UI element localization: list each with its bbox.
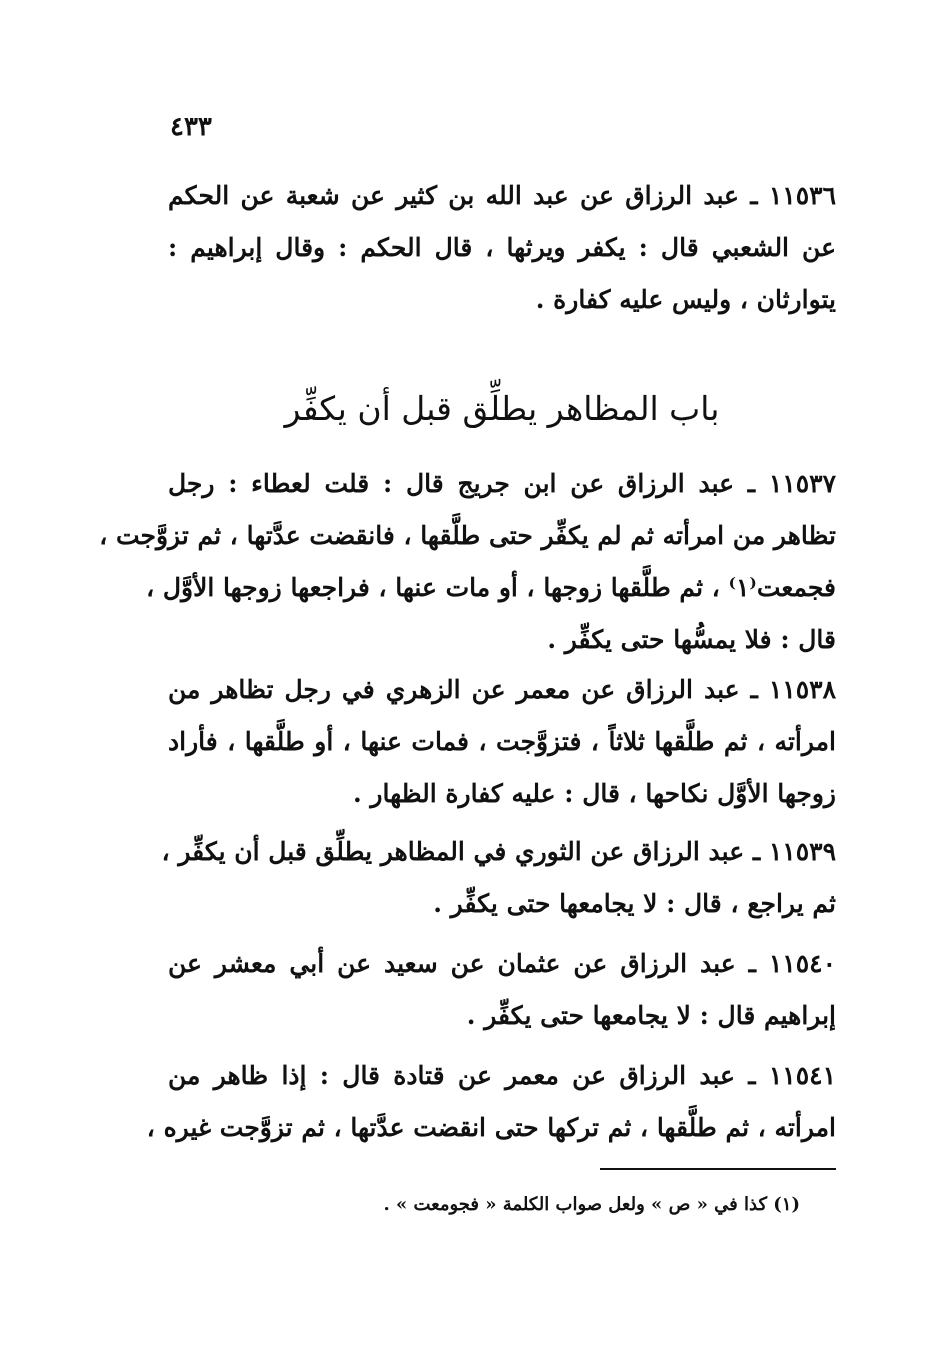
- text-line: ١١٥٣٩ ـ عبد الرزاق عن الثوري في المظاهر يطلِّق قبل أن يكفِّر ،: [161, 837, 836, 866]
- page-number: ٤٣٣: [170, 112, 212, 142]
- text-line: امرأته ، ثم طلَّقها ثلاثاً ، فتزوَّجت ، فمات عنها ، أو طلَّقها ، فأراد: [168, 727, 836, 756]
- entry-11540: [168, 938, 836, 1042]
- text-line: ثم يراجع ، قال : لا يجامعها حتى يكفِّر .: [433, 889, 836, 918]
- entry-11536: [168, 170, 836, 326]
- text-line: ١١٥٤١ ـ عبد الرزاق عن معمر عن قتادة قال : إذا ظاهر من: [168, 1061, 836, 1090]
- footnote: (١) كذا في « ص » ولعل صواب الكلمة « فجومعت » .: [383, 1194, 800, 1215]
- entry-11538: [168, 664, 836, 820]
- text-line: ١١٥٣٨ ـ عبد الرزاق عن معمر عن الزهري في رجل تظاهر من: [168, 675, 836, 704]
- text-line: فجمعت⁽١⁾ ، ثم طلَّقها زوجها ، أو مات عنها ، فراجعها زوجها الأوَّل ،: [146, 573, 836, 602]
- text-line: امرأته ، ثم طلَّقها ، ثم تركها حتى انقضت عدَّتها ، ثم تزوَّجت غيره ،: [146, 1113, 836, 1142]
- text-line: يتوارثان ، وليس عليه كفارة .: [535, 285, 836, 314]
- entry-11539: [161, 826, 836, 930]
- entry-11541: [146, 1050, 836, 1154]
- text-line: ١١٥٤٠ ـ عبد الرزاق عن عثمان عن سعيد عن أبي معشر عن: [168, 949, 836, 978]
- footnote-divider: [600, 1168, 836, 1170]
- text-line: ١١٥٣٦ ـ عبد الرزاق عن عبد الله بن كثير عن شعبة عن الحكم: [168, 181, 836, 210]
- entry-11537: [99, 458, 836, 666]
- text-line: عن الشعبي قال : يكفر ويرثها ، قال الحكم : وقال إبراهيم :: [168, 233, 836, 262]
- text-line: إبراهيم قال : لا يجامعها حتى يكفِّر .: [466, 1001, 836, 1030]
- text-line: ١١٥٣٧ ـ عبد الرزاق عن ابن جريج قال : قلت لعطاء : رجل: [168, 469, 836, 498]
- text-line: زوجها الأوَّل نكاحها ، قال : عليه كفارة الظهار .: [353, 779, 836, 808]
- text-line: تظاهر من امرأته ثم لم يكفِّر حتى طلَّقها ، فانقضت عدَّتها ، ثم تزوَّجت ،: [99, 521, 836, 550]
- text-line: قال : فلا يمسُّها حتى يكفِّر .: [547, 625, 836, 654]
- chapter-heading: باب المظاهر يطلِّق قبل أن يكفِّر: [284, 389, 720, 428]
